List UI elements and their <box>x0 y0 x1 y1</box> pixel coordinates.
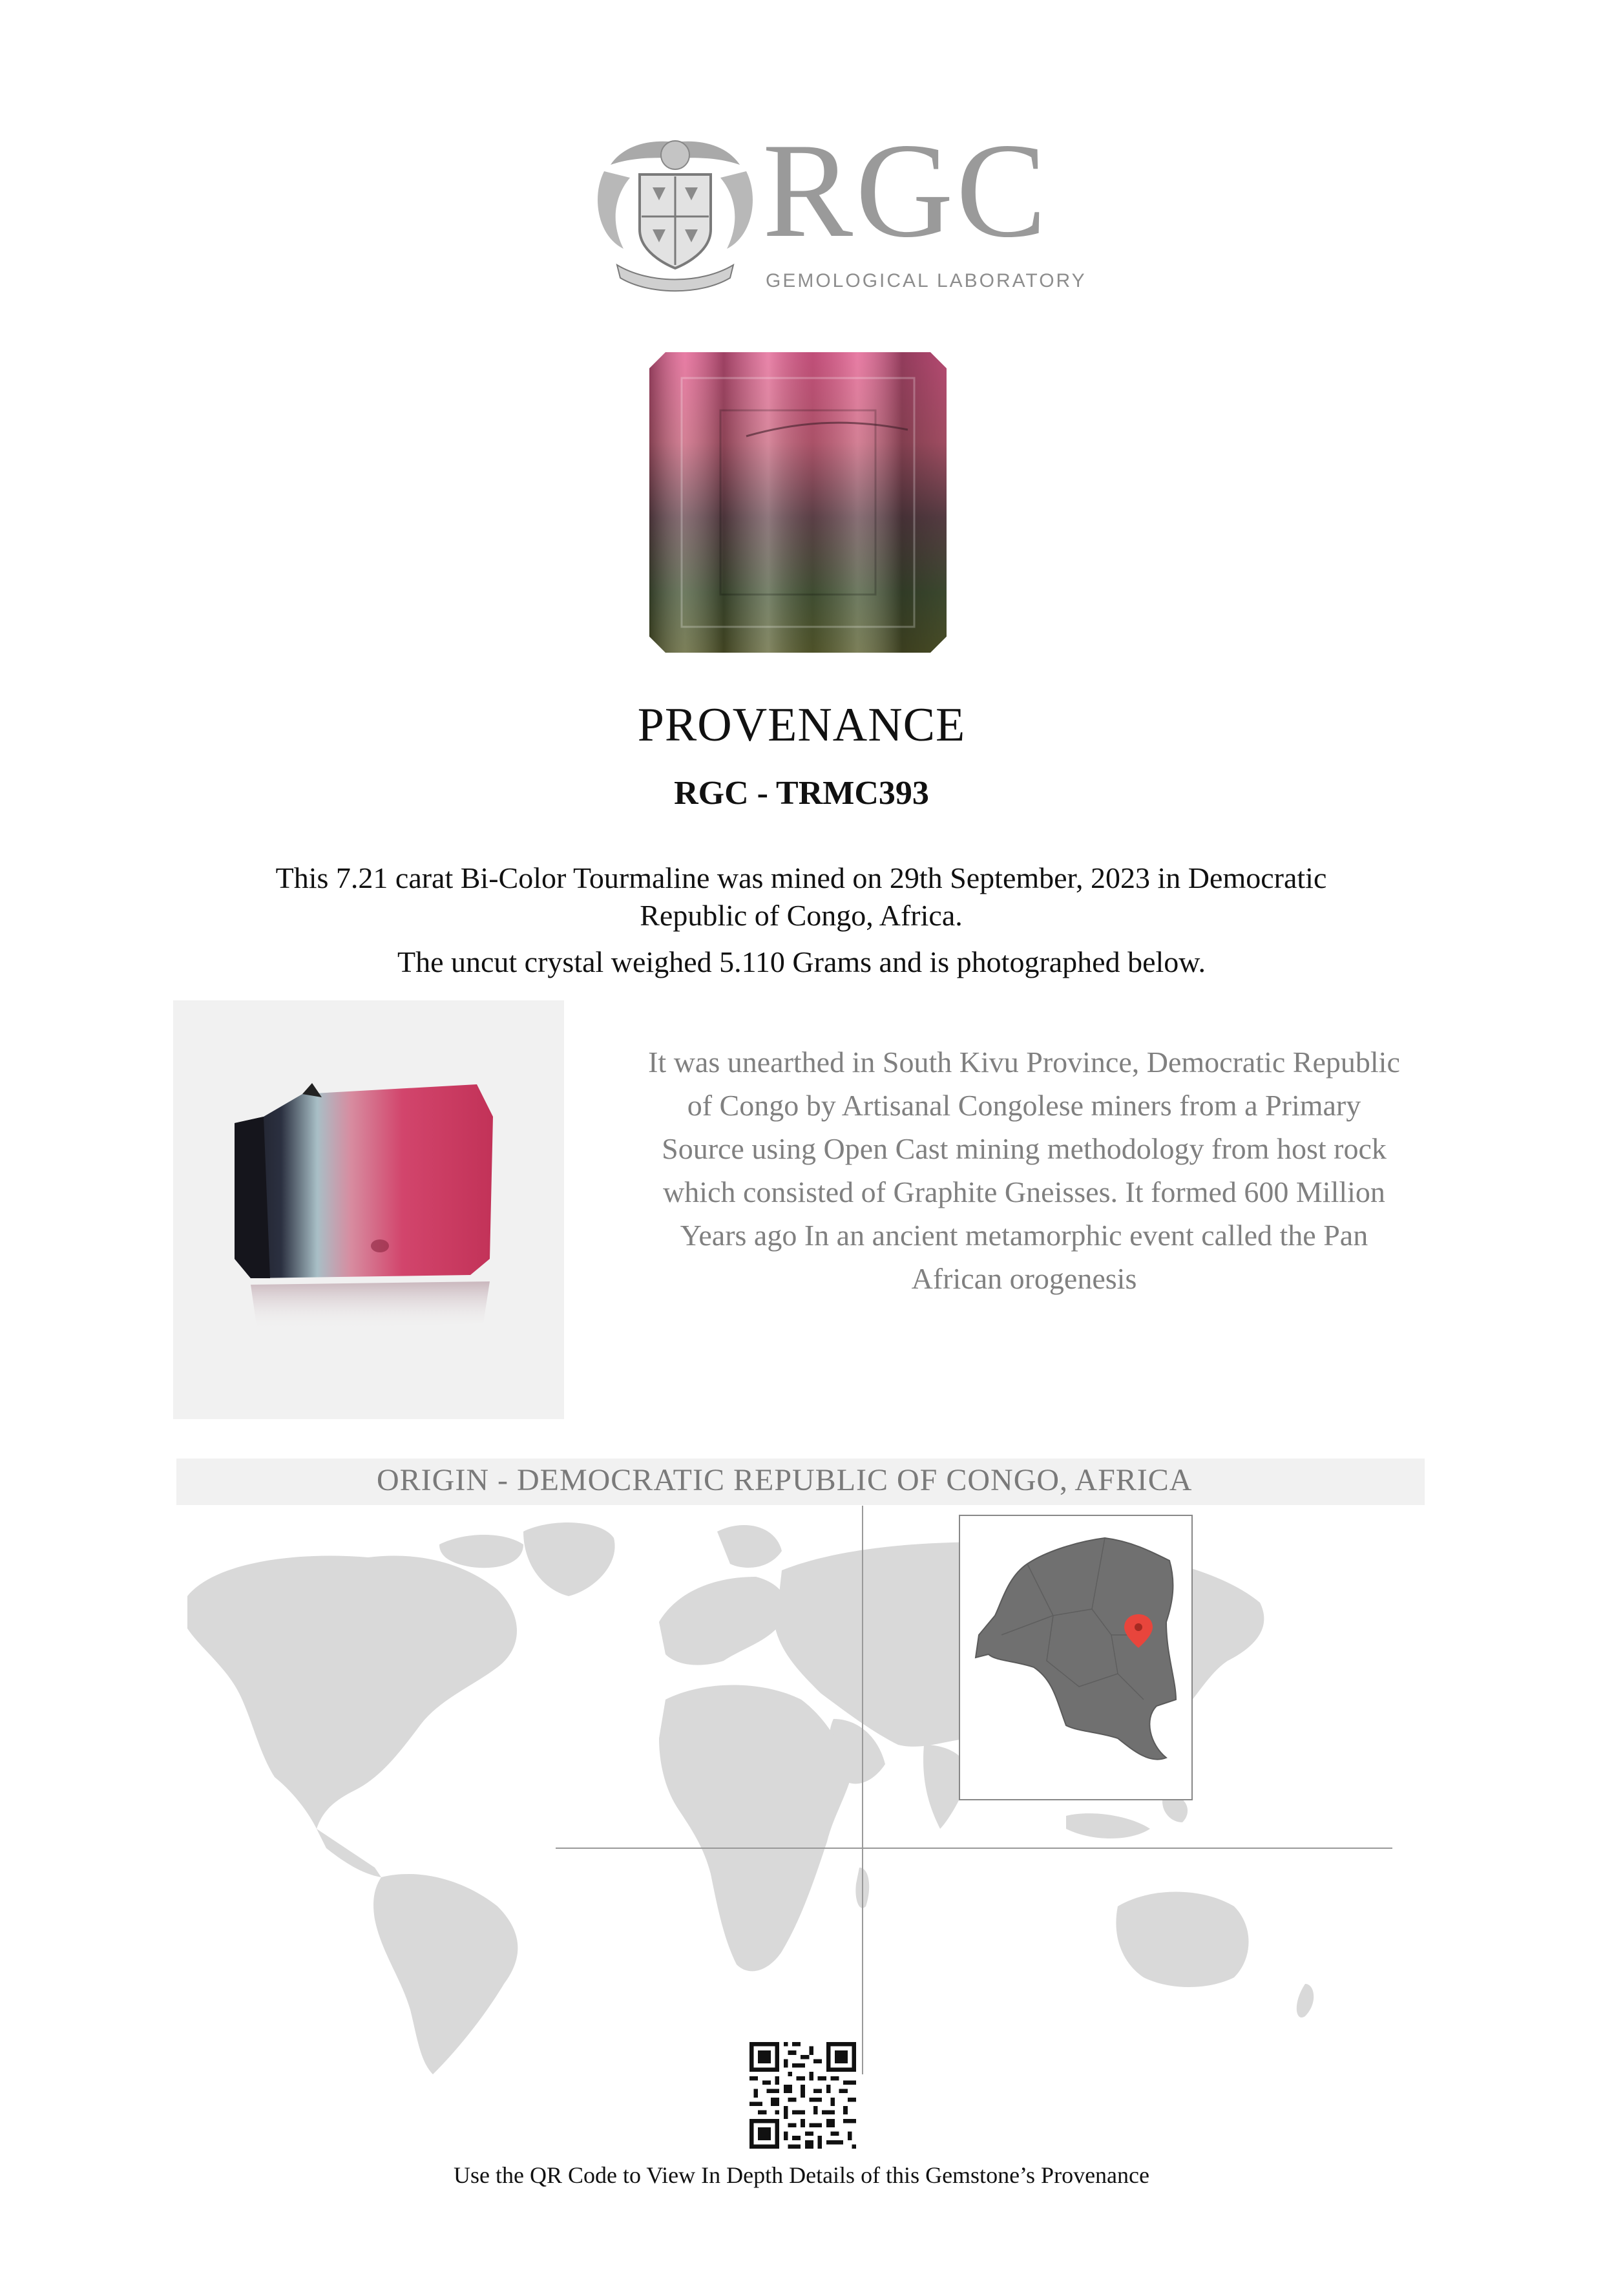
logo-wordmark: RGC <box>762 116 1049 266</box>
world-map <box>162 1506 1441 2087</box>
stone-description: This 7.21 carat Bi-Color Tourmaline was mined on 29th September, 2023 in Democratic Republic of Congo, Africa. <box>275 861 1327 932</box>
page-title: PROVENANCE <box>637 699 966 752</box>
certificate-id: RGC - TRMC393 <box>674 775 929 812</box>
qr-code-icon[interactable] <box>749 2042 856 2149</box>
logo-subtitle: GEMOLOGICAL LABORATORY <box>766 270 1087 291</box>
cut-stone-image <box>649 352 947 653</box>
geology-paragraph: It was unearthed in South Kivu Province, Democratic Republic of Congo by Artisanal Congolese miners from a Primary Source using Open Cast mining methodology from host rock which consisted of Graphite Gneisses. It formed 600 Million Years ago In an ancient metamorphic event called the Pan African orogenesis <box>648 1046 1400 1295</box>
qr-caption: Use the QR Code to View In Depth Details of this Gemstone’s Provenance <box>454 2162 1149 2188</box>
crystal-weight-line: The uncut crystal weighed 5.110 Grams and is photographed below. <box>397 945 1206 978</box>
rough-crystal-image <box>173 1000 564 1419</box>
drc-inset-map <box>959 1515 1192 1800</box>
crest-icon <box>598 141 753 291</box>
origin-banner-text: ORIGIN - DEMOCRATIC REPUBLIC OF CONGO, AFRICA <box>377 1463 1193 1497</box>
